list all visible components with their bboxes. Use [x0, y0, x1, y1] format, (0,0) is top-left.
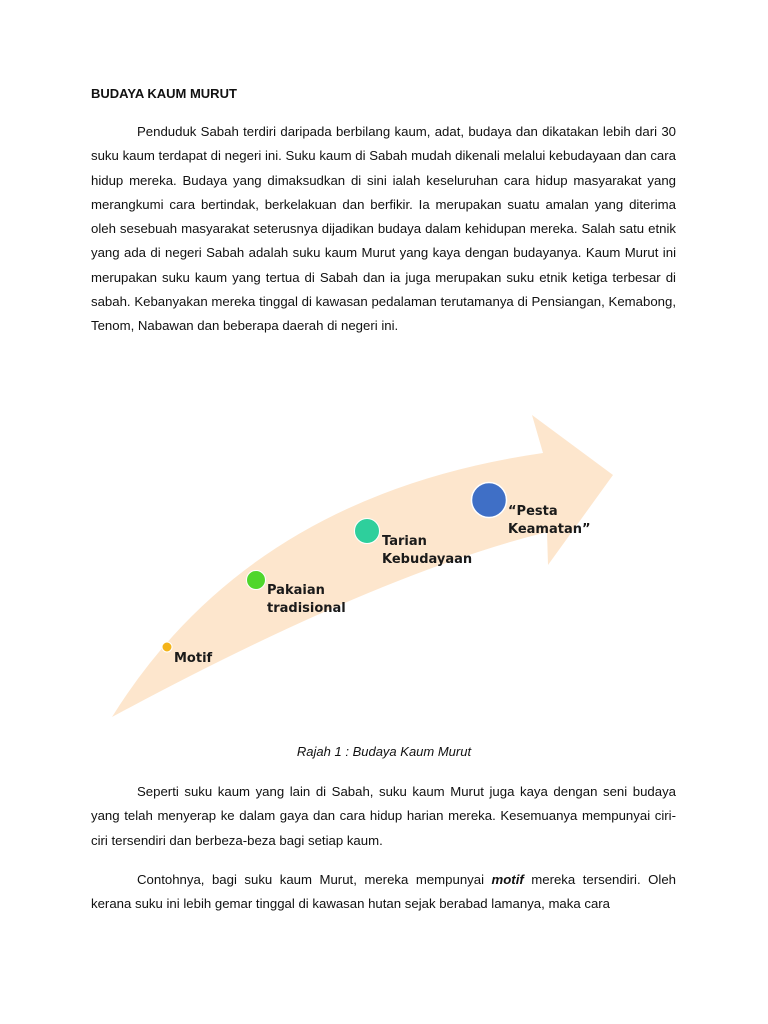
figure-caption: Rajah 1 : Budaya Kaum Murut	[296, 744, 472, 759]
motif-dot	[162, 642, 172, 652]
pakaian-dot	[247, 571, 266, 590]
label-tarian-line1: Tarian	[382, 534, 427, 549]
label-motif: Motif	[174, 651, 213, 666]
label-pakaian-line2: tradisional	[267, 601, 346, 616]
text-before: Contohnya, bagi suku kaum Murut, mereka mempunyai	[137, 872, 492, 887]
paragraph-text	[91, 868, 676, 917]
curved-arrow-shape	[112, 415, 613, 717]
label-pakaian-line1: Pakaian	[267, 583, 325, 598]
tarian-dot	[355, 519, 380, 544]
paragraph-text: Seperti suku kaum yang lain di Sabah, suku kaum Murut juga kaya dengan seni budaya yang telah menyerap ke dalam gaya dan cara hidup harian mereka. Kesemuanya mempunyai ciri-ciri tersendiri dan berbeza-beza bagi setiap kaum.	[91, 784, 676, 848]
pesta-dot	[472, 483, 507, 518]
emphasis-motif: motif	[491, 872, 524, 887]
label-pesta-line1: “Pesta	[508, 504, 558, 519]
third-paragraph	[91, 868, 676, 917]
text-after: mereka tersendiri. Oleh kerana suku ini lebih gemar tinggal di kawasan hutan sejak berabad lamanya, maka cara	[91, 872, 676, 912]
second-paragraph	[91, 780, 676, 853]
document-title: BUDAYA KAUM MURUT	[91, 86, 237, 101]
paragraph-text: Penduduk Sabah terdiri daripada berbilang kaum, adat, budaya dan dikatakan lebih dari 30 suku kaum terdapat di negeri ini. Suku kaum di Sabah mudah dikenali melalui kebudayaan dan cara hidup mereka. Budaya yang dimaksudkan di sini ialah keseluruhan cara hidup masyarakat yang merangkumi cara bertindak, berkelakuan dan berfikir. Ia merupakan suatu amalan yang diterima oleh sesebuah masyarakat seterusnya dijadikan budaya dalam kehidupan mereka. Salah satu etnik yang ada di negeri Sabah adalah suku kaum Murut yang kaya dengan budayanya. Kaum Murut ini merupakan suku kaum yang tertua di Sabah dan ia juga merupakan suku etnik ketiga terbesar di sabah. Kebanyakan mereka tinggal di kawasan pedalaman terutamanya di Pensiangan, Kemabong, Tenom, Nabawan dan beberapa daerah di negeri ini.	[91, 124, 676, 334]
label-tarian-line2: Kebudayaan	[382, 552, 473, 567]
label-pesta-line2: Keamatan”	[508, 522, 591, 537]
